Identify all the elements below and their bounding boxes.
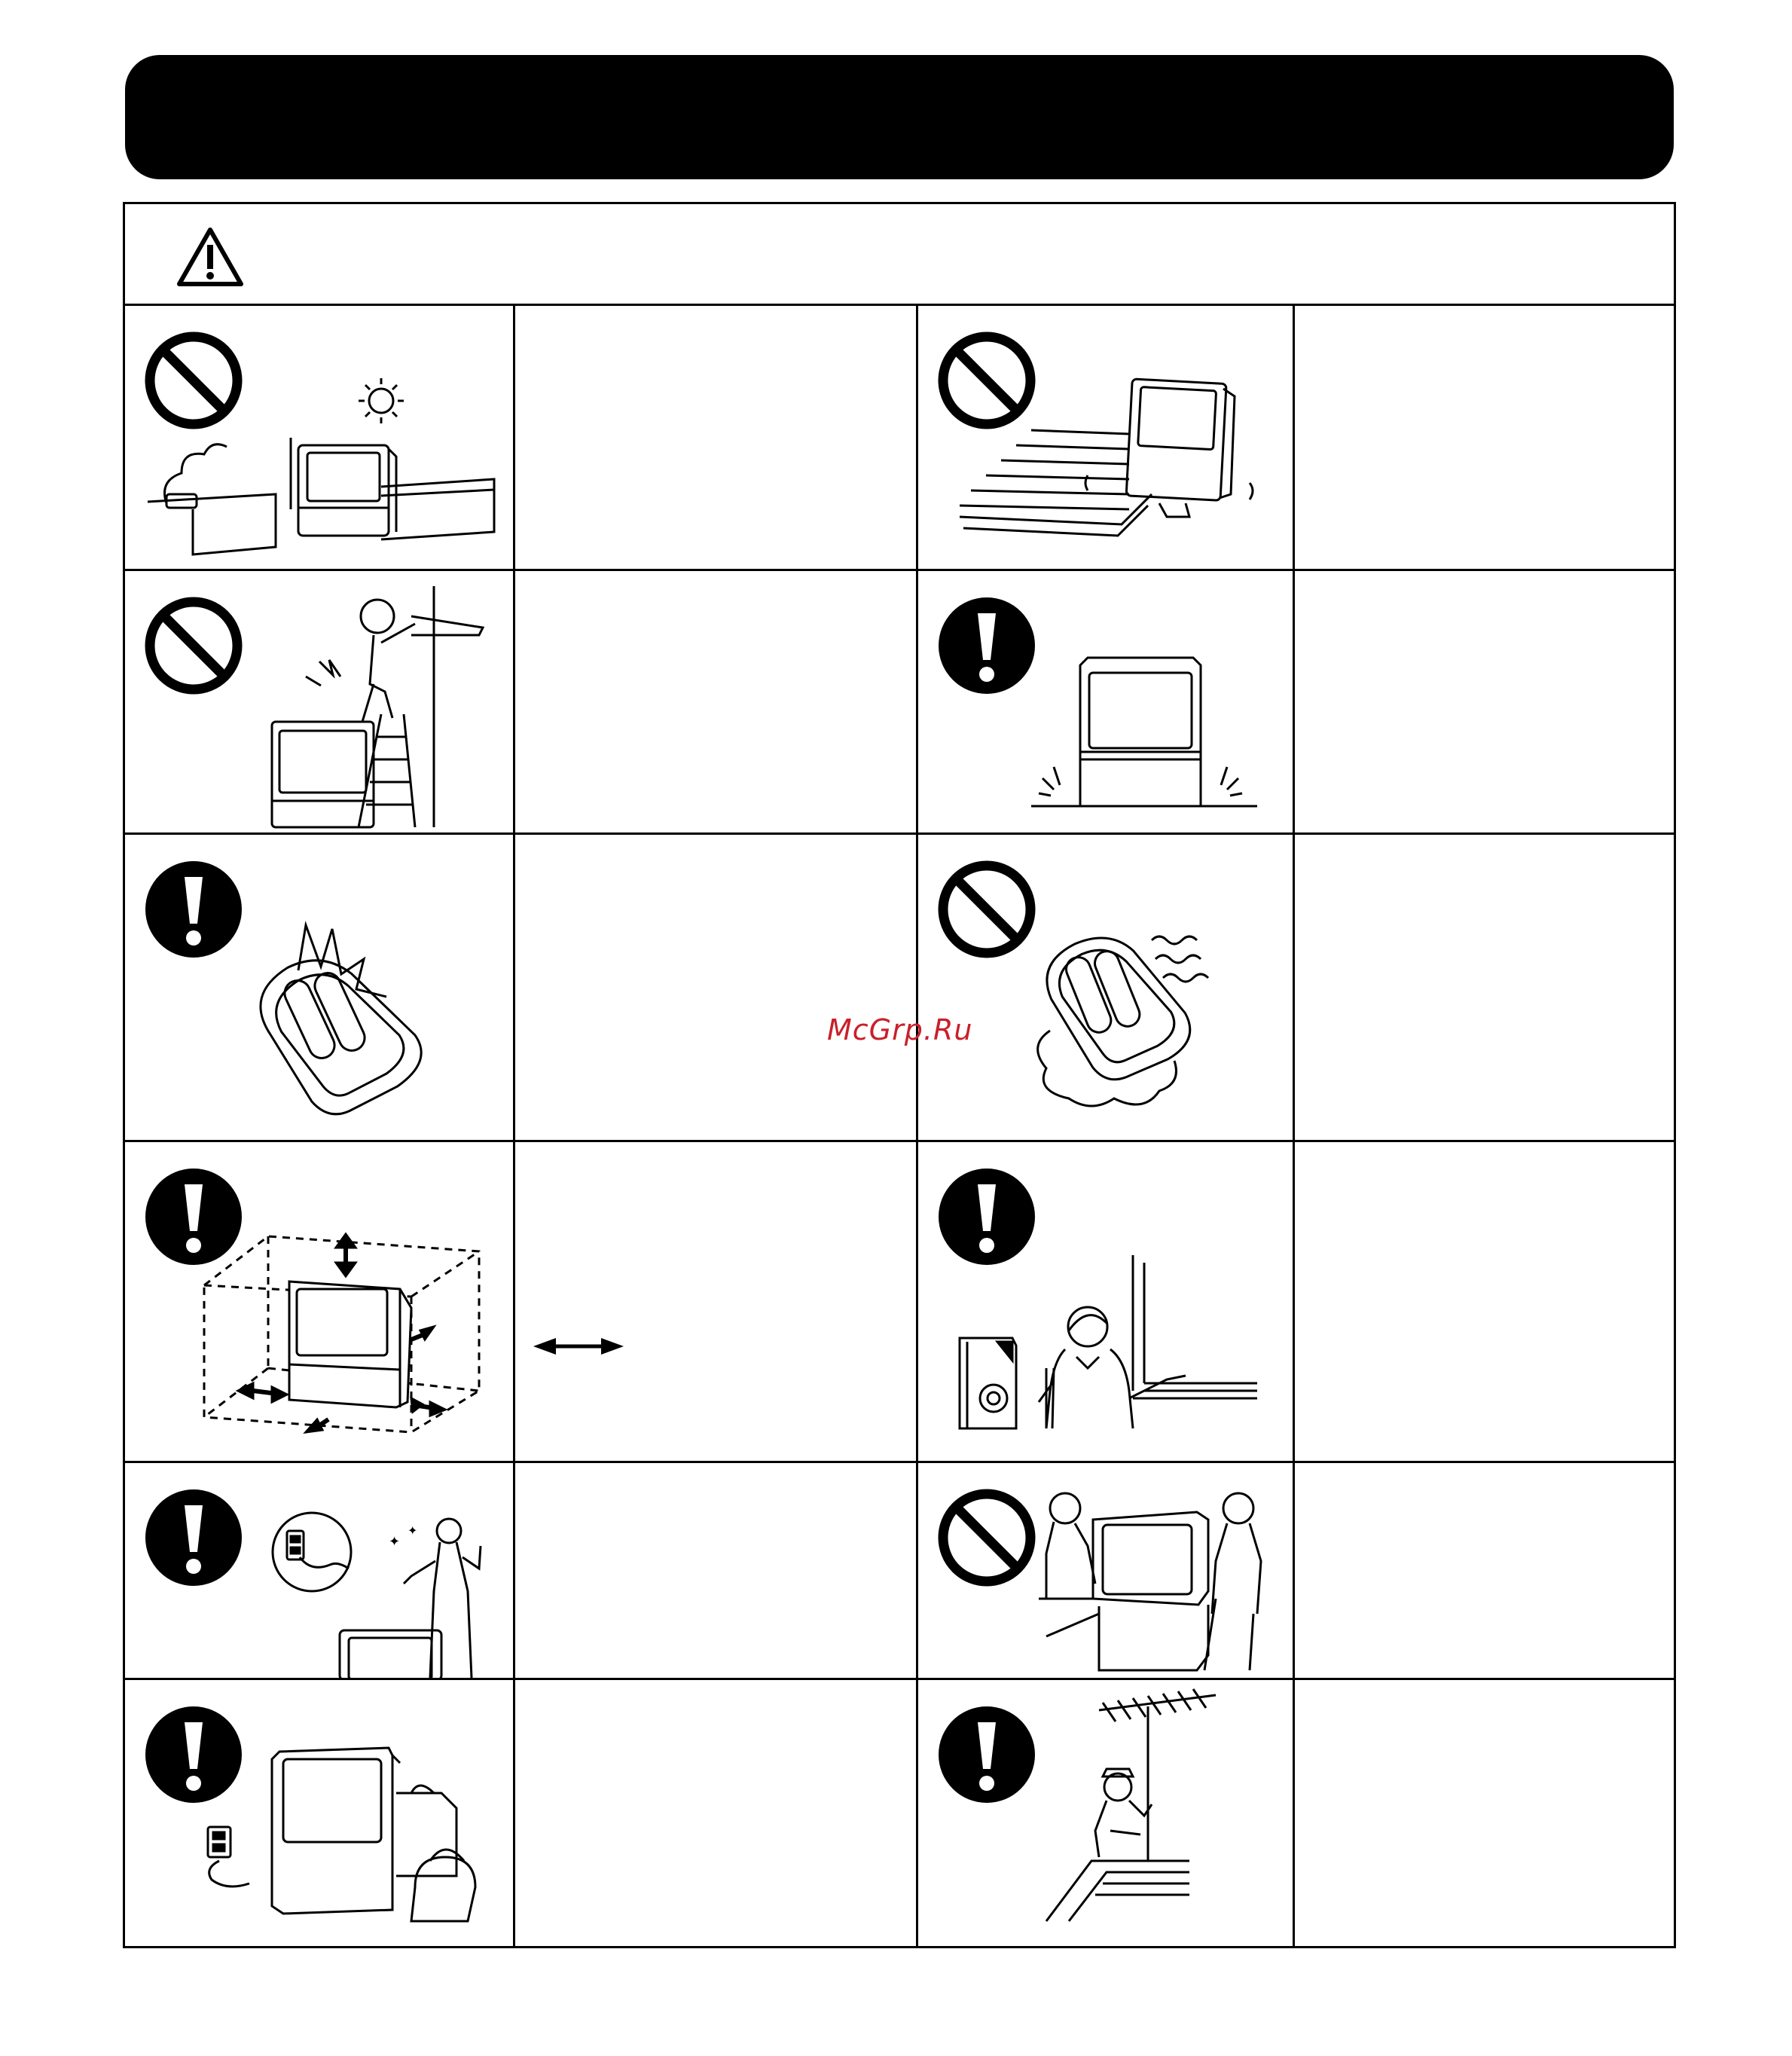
illustration-cell-r3-right bbox=[918, 835, 1295, 1142]
text-cell-r5-right bbox=[1295, 1463, 1674, 1680]
text-cell-r5-left bbox=[515, 1463, 918, 1680]
tv-near-stove-illustration bbox=[125, 306, 515, 571]
unplug-when-travelling-illustration bbox=[125, 1680, 515, 1946]
tv-unstable-surface-illustration bbox=[918, 306, 1295, 571]
tv-stable-floor-illustration bbox=[918, 571, 1295, 835]
remote-batteries-leaking-illustration bbox=[918, 835, 1295, 1142]
illustration-cell-r4-right bbox=[918, 1142, 1295, 1463]
text-cell-r2-right bbox=[1295, 571, 1674, 835]
watermark-text: McGrp.Ru bbox=[827, 1013, 973, 1046]
text-cell-r6-left bbox=[515, 1680, 918, 1946]
antenna-installation-illustration bbox=[918, 1680, 1295, 1946]
text-cell-r6-right bbox=[1295, 1680, 1674, 1946]
remote-batteries-illustration bbox=[125, 835, 515, 1142]
text-cell-r2-left bbox=[515, 571, 918, 835]
text-cell-r4-right bbox=[1295, 1142, 1674, 1463]
tv-ventilation-space-illustration bbox=[125, 1142, 515, 1463]
double-arrow-icon bbox=[533, 1335, 624, 1358]
illustration-cell-r6-right bbox=[918, 1680, 1295, 1946]
title-bar bbox=[125, 55, 1674, 179]
svg-text:✦: ✦ bbox=[389, 1534, 401, 1550]
safety-table bbox=[123, 202, 1676, 1948]
unplug-cleaning-illustration bbox=[125, 1463, 515, 1680]
illustration-cell-r2-right bbox=[918, 571, 1295, 835]
illustration-cell-r6-left bbox=[125, 1680, 515, 1946]
text-cell-r4-left bbox=[515, 1142, 918, 1463]
text-cell-r1-right bbox=[1295, 306, 1674, 571]
illustration-cell-r5-right bbox=[918, 1463, 1295, 1680]
svg-text:✦: ✦ bbox=[408, 1523, 418, 1538]
speaker-connection-illustration bbox=[918, 1142, 1295, 1463]
text-cell-r1-left bbox=[515, 306, 918, 571]
illustration-cell-r3-left bbox=[125, 835, 515, 1142]
illustration-cell-r1-right bbox=[918, 306, 1295, 571]
warning-triangle-icon bbox=[176, 227, 244, 287]
text-cell-r3-right bbox=[1295, 835, 1674, 1142]
child-on-ladder-illustration bbox=[125, 571, 515, 835]
carrying-tv-illustration bbox=[918, 1463, 1295, 1680]
illustration-cell-r1-left bbox=[125, 306, 515, 571]
illustration-cell-r5-left bbox=[125, 1463, 515, 1680]
text-cell-r3-left bbox=[515, 835, 918, 1142]
illustration-cell-r4-left bbox=[125, 1142, 515, 1463]
illustration-cell-r2-left bbox=[125, 571, 515, 835]
caution-header-row bbox=[125, 204, 1674, 306]
